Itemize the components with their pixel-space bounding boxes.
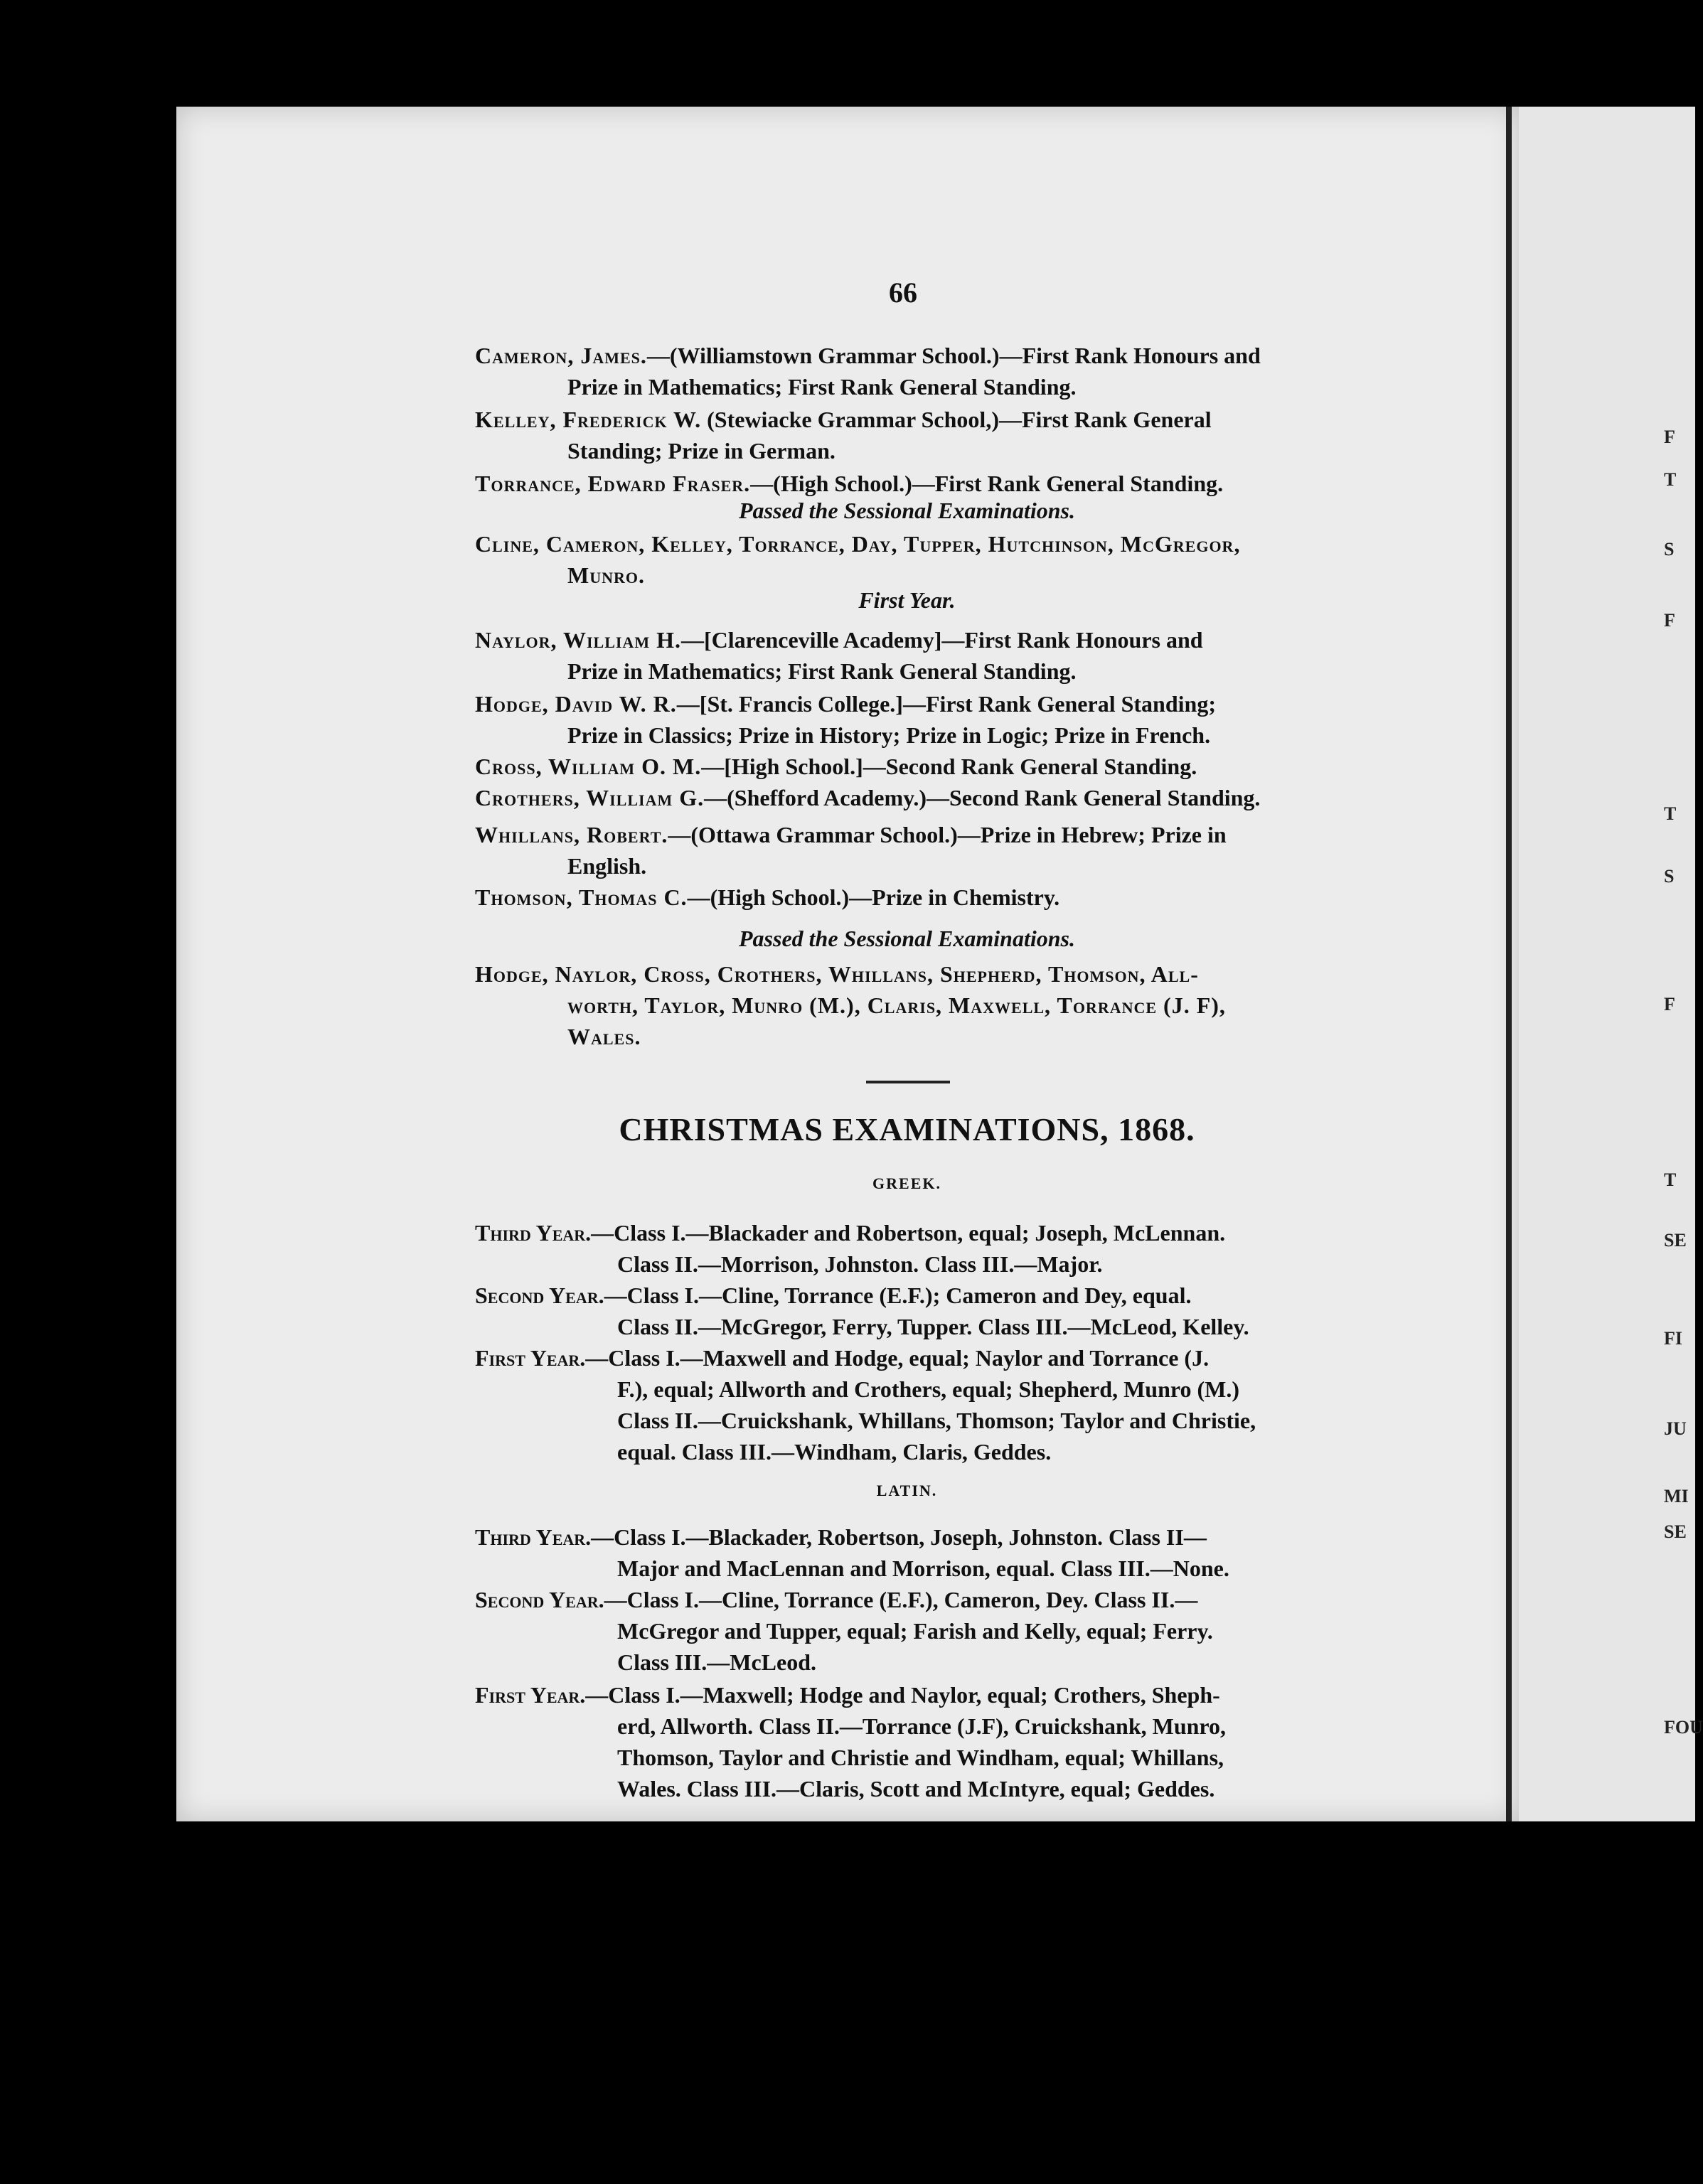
result-text: McGregor and Tupper, equal; Farish and Kelly, equal; Ferry. (617, 1618, 1213, 1644)
student-name: Thomson, Thomas C. (475, 884, 688, 910)
right-page-fragment: F (1664, 610, 1675, 631)
result-text: Class II.—McGregor, Ferry, Tupper. Class III.—McLeod, Kelley. (617, 1314, 1249, 1339)
right-page-fragment: SE (1664, 1521, 1687, 1542)
result-entry (475, 1342, 1339, 1467)
entry (475, 688, 1339, 751)
entry-text: Prize in Mathematics; First Rank General Standing. (567, 658, 1077, 684)
section-heading: CHRISTMAS EXAMINATIONS, 1868. (619, 1111, 1195, 1147)
entry (475, 624, 1339, 687)
year-label: Second Year. (475, 1283, 604, 1308)
right-page-fragment: SE (1664, 1230, 1687, 1251)
result-text: Thomson, Taylor and Christie and Windham, equal; Whillans, (617, 1745, 1224, 1770)
student-name: Kelley, Frederick W. (475, 407, 702, 432)
result-text: —Class I.—Maxwell; Hodge and Naylor, equal; Crothers, Sheph- (585, 1682, 1220, 1708)
result-text: equal. Class III.—Windham, Claris, Geddes. (617, 1439, 1052, 1465)
entry (475, 468, 1339, 499)
section-subheading: First Year. (858, 587, 956, 613)
book-binding (1506, 107, 1512, 1821)
names-line: Hodge, Naylor, Cross, Crothers, Whillans, Shepherd, Thomson, All- (475, 961, 1199, 987)
names-line: Cline, Cameron, Kelley, Torrance, Day, Tupper, Hutchinson, McGregor, (475, 531, 1241, 557)
result-entry (475, 1217, 1339, 1280)
right-page-fragment: FOU (1664, 1717, 1703, 1738)
entry-text: —[St. Francis College.]—First Rank General Standing; (676, 691, 1216, 717)
right-page-fragment: S (1664, 866, 1675, 887)
right-page-fragment: F (1664, 994, 1675, 1015)
entry (475, 404, 1339, 466)
result-text: erd, Allworth. Class II.—Torrance (J.F), Cruickshank, Munro, (617, 1713, 1227, 1739)
right-page (1519, 107, 1695, 1821)
right-page-fragment: T (1664, 1169, 1677, 1190)
student-name: Crothers, William G. (475, 785, 705, 810)
entry-text: —(Ottawa Grammar School.)—Prize in Hebrew; Prize in (668, 822, 1227, 847)
subject-label: LATIN. (876, 1482, 938, 1499)
student-name: Cross, William O. M. (475, 754, 702, 779)
result-entry (475, 1521, 1339, 1584)
result-entry (475, 1679, 1339, 1804)
result-text: Class II.—Cruickshank, Whillans, Thomson; Taylor and Christie, (617, 1408, 1256, 1433)
year-label: Second Year. (475, 1587, 604, 1612)
result-text: Class III.—McLeod. (617, 1649, 817, 1675)
entry-text: Standing; Prize in German. (567, 438, 836, 464)
section-subheading: Passed the Sessional Examinations. (739, 926, 1075, 951)
page-number: 66 (889, 277, 917, 309)
result-text: Major and MacLennan and Morrison, equal. Class III.—None. (617, 1556, 1229, 1581)
result-text: —Class I.—Cline, Torrance (E.F.); Cameron and Dey, equal. (604, 1283, 1192, 1308)
right-page-fragment: T (1664, 469, 1677, 490)
result-text: Wales. Class III.—Claris, Scott and McIntyre, equal; Geddes. (617, 1776, 1215, 1802)
entry (475, 782, 1339, 813)
right-page-fragment: F (1664, 427, 1675, 447)
result-text: —Class I.—Cline, Torrance (E.F.), Cameron, Dey. Class II.— (604, 1587, 1198, 1612)
year-label: Third Year. (475, 1524, 592, 1550)
entry (475, 340, 1339, 402)
result-text: —Class I.—Blackader, Robertson, Joseph, Johnston. Class II— (591, 1524, 1207, 1550)
section-divider (866, 1081, 950, 1083)
year-label: Third Year. (475, 1220, 592, 1246)
entry-text: —(Williamstown Grammar School.)—First Rank Honours and (646, 343, 1261, 368)
right-page-fragment: FI (1664, 1328, 1682, 1349)
result-entry (475, 1584, 1339, 1678)
student-name: Whillans, Robert. (475, 822, 668, 847)
entry-text: —(High School.)—First Rank General Standing. (750, 471, 1224, 496)
result-text: F.), equal; Allworth and Crothers, equal; Shepherd, Munro (M.) (617, 1376, 1240, 1402)
student-name: Cameron, James. (475, 343, 647, 368)
result-entry (475, 1280, 1339, 1342)
entry-text: (Stewiacke Grammar School,)—First Rank General (701, 407, 1212, 432)
student-name: Torrance, Edward Fraser. (475, 471, 751, 496)
passed-names (475, 958, 1339, 1052)
result-text: —Class I.—Maxwell and Hodge, equal; Naylor and Torrance (J. (585, 1345, 1210, 1371)
entry-text: Prize in Mathematics; First Rank General Standing. (567, 374, 1077, 400)
student-name: Hodge, David W. R. (475, 691, 677, 717)
entry-text: English. (567, 853, 647, 879)
year-label: First Year. (475, 1345, 586, 1371)
right-page-fragment: JU (1664, 1418, 1687, 1439)
names-line: worth, Taylor, Munro (M.), Claris, Maxwell, Torrance (J. F), (567, 992, 1226, 1018)
section-subheading: Passed the Sessional Examinations. (739, 498, 1075, 523)
entry-text: —[High School.]—Second Rank General Standing. (701, 754, 1197, 779)
entry (475, 751, 1339, 782)
subject-label: GREEK. (872, 1174, 941, 1192)
entry-text: Prize in Classics; Prize in History; Prize in Logic; Prize in French. (567, 722, 1211, 748)
names-line: Wales. (567, 1024, 641, 1049)
names-line: Munro. (567, 562, 645, 588)
entry-text: —(High School.)—Prize in Chemistry. (687, 884, 1060, 910)
right-page-fragment: MI (1664, 1486, 1689, 1506)
entry-text: —[Clarenceville Academy]—First Rank Honours and (680, 627, 1203, 653)
student-name: Naylor, William H. (475, 627, 681, 653)
year-label: First Year. (475, 1682, 586, 1708)
result-text: —Class I.—Blackader and Robertson, equal; Joseph, McLennan. (591, 1220, 1226, 1246)
result-text: Class II.—Morrison, Johnston. Class III.—Major. (617, 1251, 1103, 1277)
entry-text: —(Shefford Academy.)—Second Rank General Standing. (704, 785, 1261, 810)
right-page-fragment: S (1664, 539, 1675, 560)
entry (475, 819, 1339, 882)
entry (475, 882, 1339, 913)
passed-names (475, 528, 1339, 591)
right-page-fragment: T (1664, 803, 1677, 824)
